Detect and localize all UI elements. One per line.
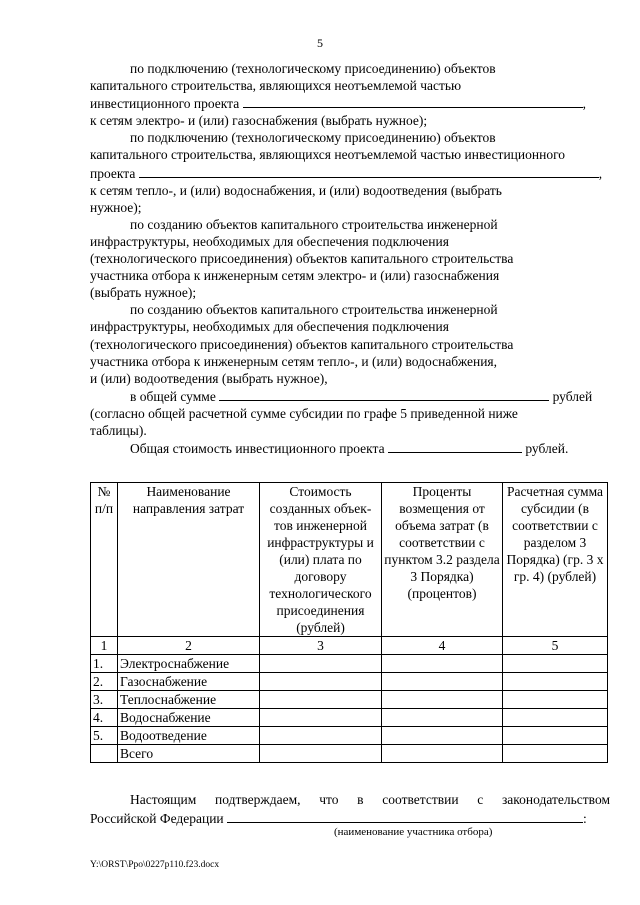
paragraph-line: и (или) водоотведения (выбрать нужное), (90, 370, 328, 386)
paragraph-line: к сетям тепло-, и (или) водоснабжения, и (или) водоотведения (выбрать (90, 182, 502, 198)
table-row (91, 691, 608, 709)
percent-cell[interactable] (382, 691, 503, 709)
row-name: Теплоснабжение (118, 691, 260, 709)
column-number: 1 (91, 637, 118, 655)
confirmation-suffix: : (583, 811, 587, 826)
paragraph-line: капитального строительства, являющихся неотъемлемой частью (90, 78, 462, 94)
subsidy-table (90, 482, 608, 763)
row-num: 2. (91, 673, 118, 691)
header-percent: Проценты возмещения от объема затрат (в соответствии с пунктом 3.2 раздела 3 Порядка) (процентов) (382, 483, 503, 637)
paragraph-line: инфраструктуры, необходимых для обеспечения подключения (90, 319, 449, 335)
column-number-row (91, 637, 608, 655)
sum-field[interactable] (219, 387, 549, 401)
blank-field[interactable] (243, 94, 583, 108)
confirmation-line: Настоящим подтверждаем, что в соответствии с законодательством (130, 792, 610, 807)
page-number: 5 (317, 36, 323, 50)
row-name: Водоотведение (118, 727, 260, 745)
participant-caption: (наименование участника отбора) (334, 826, 493, 838)
percent-cell[interactable] (382, 673, 503, 691)
row-name: Водоснабжение (118, 709, 260, 727)
subsidy-cell[interactable] (503, 691, 608, 709)
confirmation-block (90, 791, 610, 828)
document-body (90, 60, 610, 457)
paragraph-line: по созданию объектов капитального строительства инженерной (130, 216, 498, 232)
paragraph-line: по созданию объектов капитального строительства инженерной (130, 302, 498, 318)
confirmation-prefix: Российской Федерации (90, 811, 224, 826)
sum-prefix: в общей сумме (130, 388, 216, 404)
cost-cell[interactable] (260, 709, 382, 727)
paragraph-line: (согласно общей расчетной сумме субсидии по графе 5 приведенной ниже (90, 405, 518, 421)
cost-cell[interactable] (260, 673, 382, 691)
total-cost-field[interactable] (388, 439, 522, 453)
row-name: Электроснабжение (118, 655, 260, 673)
table-row (91, 655, 608, 673)
table-row (91, 673, 608, 691)
total-cost-prefix: Общая стоимость инвестиционного проекта (130, 441, 385, 457)
header-num: № п/п (91, 483, 118, 637)
row-num: 4. (91, 709, 118, 727)
row-num: 3. (91, 691, 118, 709)
subsidy-cell[interactable] (503, 727, 608, 745)
total-cost-suffix: рублей. (525, 441, 569, 457)
paragraph-line: инвестиционного проекта , (90, 96, 586, 112)
subsidy-cell[interactable] (503, 655, 608, 673)
header-direction: Наименование направления затрат (118, 483, 260, 637)
footer-path: Y:\ORST\Ppo\0227p110.f23.docx (90, 860, 220, 870)
blank-field[interactable] (139, 164, 599, 178)
paragraph-line: (выбрать нужное); (90, 285, 197, 301)
paragraph-line: капитального строительства, являющихся неотъемлемой частью инвестиционного (90, 147, 566, 163)
row-name: Газоснабжение (118, 673, 260, 691)
paragraph-line: проекта , (90, 165, 603, 181)
paragraph-text: проекта (90, 165, 136, 181)
column-number: 3 (260, 637, 382, 655)
row-num (91, 745, 118, 763)
percent-cell[interactable] (382, 727, 503, 745)
row-num: 5. (91, 727, 118, 745)
header-subsidy: Расчетная сумма субсидии (в соответствии с разделом 3 Порядка) (гр. 3 х гр. 4) (рублей) (503, 483, 608, 637)
paragraph-line: нужное); (90, 199, 142, 215)
participant-name-field[interactable] (227, 809, 583, 823)
paragraph-line: (технологического присоединения) объектов капитального строительства (90, 336, 514, 352)
sum-line (90, 387, 610, 405)
cost-cell[interactable] (260, 727, 382, 745)
paragraph-line: к сетям электро- и (или) газоснабжения (выбрать нужное); (90, 113, 428, 129)
row-name: Всего (118, 745, 260, 763)
sum-suffix: рублей (552, 388, 593, 404)
paragraph-line: инфраструктуры, необходимых для обеспечения подключения (90, 233, 449, 249)
paragraph-line: по подключению (технологическому присоединению) объектов (130, 130, 496, 146)
percent-cell[interactable] (382, 745, 503, 763)
subsidy-cell[interactable] (503, 673, 608, 691)
paragraph-line: (технологического присоединения) объектов капитального строительства (90, 251, 514, 267)
row-num: 1. (91, 655, 118, 673)
column-number: 2 (118, 637, 260, 655)
paragraph-line: участника отбора к инженерным сетям тепло-, и (или) водоснабжения, (90, 353, 498, 369)
table-total-row (91, 745, 608, 763)
subsidy-cell[interactable] (503, 709, 608, 727)
total-cost-line (90, 439, 610, 457)
column-number: 4 (382, 637, 503, 655)
paragraph-line: по подключению (технологическому присоединению) объектов (130, 61, 496, 76)
table-header-row (91, 483, 608, 637)
header-cost: Стоимость созданных объек-тов инженерной инфраструктуры и (или) плата по договору технологического присоединения (рублей) (260, 483, 382, 637)
percent-cell[interactable] (382, 655, 503, 673)
percent-cell[interactable] (382, 709, 503, 727)
table-row (91, 709, 608, 727)
cost-cell[interactable] (260, 691, 382, 709)
paragraph-text: инвестиционного проекта (90, 96, 240, 112)
subsidy-cell[interactable] (503, 745, 608, 763)
cost-cell[interactable] (260, 745, 382, 763)
cost-cell[interactable] (260, 655, 382, 673)
paragraph-line: таблицы). (90, 422, 147, 438)
table-row (91, 727, 608, 745)
paragraph-line: участника отбора к инженерным сетям электро- и (или) газоснабжения (90, 268, 500, 284)
column-number: 5 (503, 637, 608, 655)
